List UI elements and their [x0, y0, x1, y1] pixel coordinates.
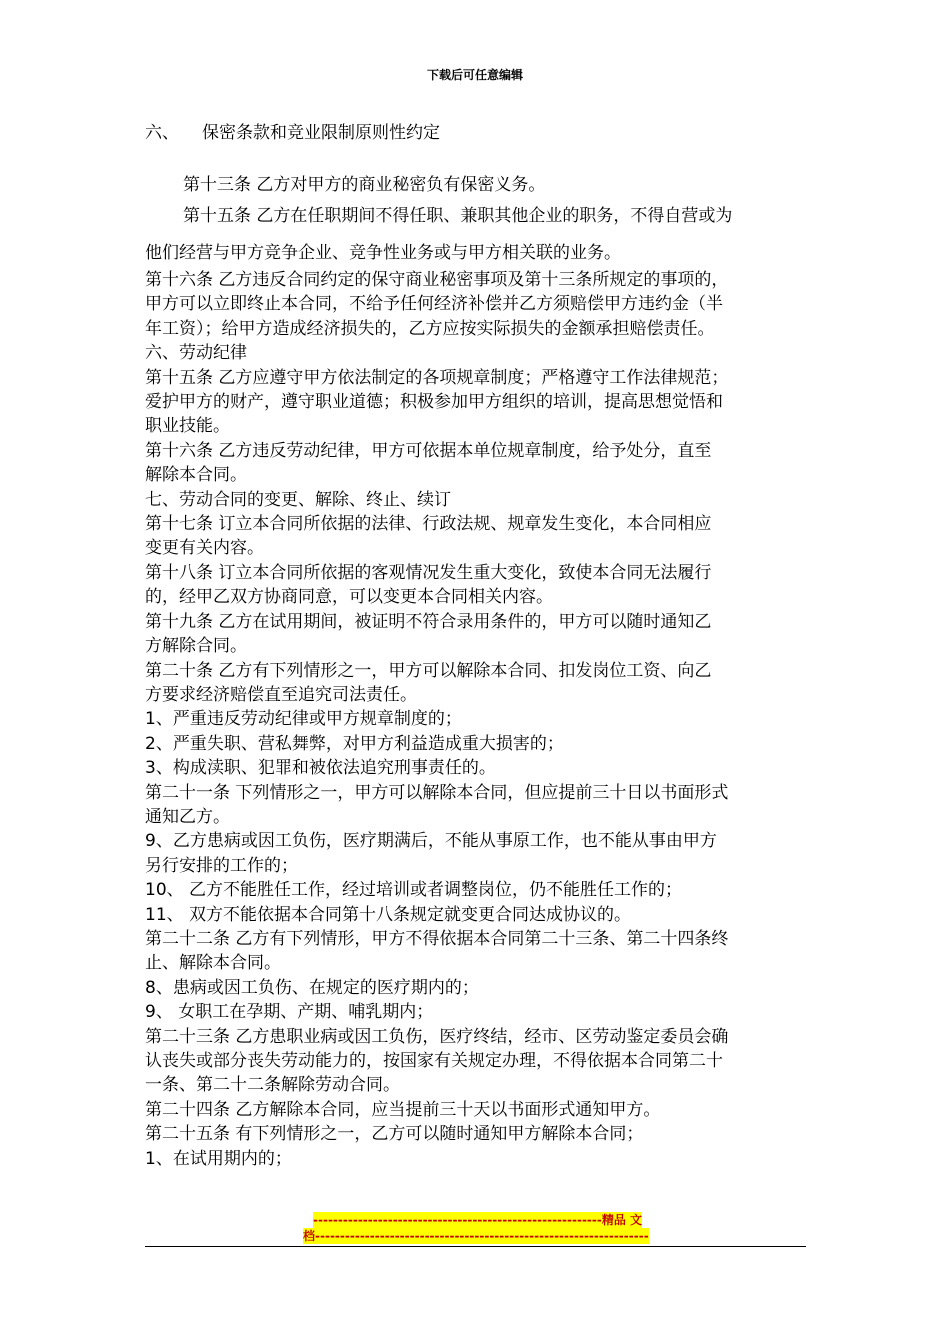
document-line: 的，经甲乙双方协商同意，可以变更本合同相关内容。: [145, 587, 553, 608]
document-line: 第二十四条 乙方解除本合同，应当提前三十天以书面形式通知甲方。: [145, 1099, 661, 1120]
document-line: 第十五条 乙方应遵守甲方依法制定的各项规章制度；严格遵守工作法律规范；: [145, 367, 729, 388]
document-line: 另行安排的工作的；: [145, 855, 298, 876]
document-line: 第十六条 乙方违反劳动纪律，甲方可依据本单位规章制度，给予处分，直至: [145, 440, 712, 461]
document-line: 方解除合同。: [145, 636, 247, 657]
intro-paragraph-1: 第十三条 乙方对甲方的商业秘密负有保密义务。: [183, 175, 546, 195]
section-heading: [145, 118, 440, 143]
document-line: 解除本合同。: [145, 465, 247, 486]
document-line: 10、 乙方不能胜任工作，经过培训或者调整岗位，仍不能胜任工作的；: [145, 880, 683, 901]
document-line: 七、劳动合同的变更、解除、终止、续订: [145, 489, 451, 510]
document-line: 1、严重违反劳动纪律或甲方规章制度的；: [145, 709, 462, 730]
document-line: 方要求经济赔偿直至追究司法责任。: [145, 684, 417, 705]
document-line: 六、劳动纪律: [145, 343, 247, 364]
document-line: 第二十一条 下列情形之一，甲方可以解除本合同，但应提前三十日以书面形式: [145, 782, 729, 803]
section-title: 保密条款和竞业限制原则性约定: [202, 123, 440, 143]
footer-rule: [145, 1246, 806, 1247]
document-line: 第二十三条 乙方患职业病或因工负伤，医疗终结，经市、区劳动鉴定委员会确: [145, 1026, 729, 1047]
document-line: 年工资）；给甲方造成经济损失的，乙方应按实际损失的金额承担赔偿责任。: [145, 318, 715, 339]
document-body: [145, 268, 810, 1171]
document-line: 止、解除本合同。: [145, 953, 281, 974]
document-line: 8、患病或因工负伤、在规定的医疗期内的；: [145, 977, 479, 998]
document-line: 第二十五条 有下列情形之一，乙方可以随时通知甲方解除本合同；: [145, 1124, 644, 1145]
document-line: 第十九条 乙方在试用期间，被证明不符合录用条件的，甲方可以随时通知乙: [145, 611, 712, 632]
document-line: 9、乙方患病或因工负伤，医疗期满后，不能从事原工作，也不能从事由甲方: [145, 831, 717, 852]
page-header: 下载后可任意编辑: [426, 68, 523, 82]
document-line: 第二十二条 乙方有下列情形，甲方不得依据本合同第二十三条、第二十四条终: [145, 928, 729, 949]
section-number: 六、: [145, 123, 179, 143]
document-line: 11、 双方不能依据本合同第十八条规定就变更合同达成协议的。: [145, 904, 632, 925]
document-line: 甲方可以立即终止本合同，不给予任何经济补偿并乙方须赔偿甲方违约金（半: [145, 294, 723, 315]
document-line: 认丧失或部分丧失劳动能力的，按国家有关规定办理，不得依据本合同第二十: [145, 1051, 723, 1071]
document-line: 2、严重失职、营私舞弊，对甲方利益造成重大损害的；: [145, 733, 564, 754]
footer-highlight-line-2: 档-------------------------------------------------------------------: [303, 1229, 649, 1243]
document-line: 变更有关内容。: [145, 538, 264, 559]
document-line: 9、 女职工在孕期、产期、哺乳期内；: [145, 1002, 434, 1023]
document-line: 第十七条 订立本合同所依据的法律、行政法规、规章发生变化，本合同相应: [145, 514, 712, 535]
intro-paragraph-2: 第十五条 乙方在任职期间不得任职、兼职其他企业的职务，不得自营或为: [183, 206, 733, 226]
intro-paragraph-2-cont: 他们经营与甲方竞争企业、竞争性业务或与甲方相关联的业务。: [145, 243, 621, 263]
document-line: 第十六条 乙方违反合同约定的保守商业秘密事项及第十三条所规定的事项的，: [145, 270, 729, 290]
document-line: 爱护甲方的财产，遵守职业道德；积极参加甲方组织的培训，提高思想觉悟和: [145, 392, 723, 413]
document-line: 第十八条 订立本合同所依据的客观情况发生重大变化，致使本合同无法履行: [145, 562, 712, 583]
document-line: 职业技能。: [145, 416, 230, 437]
footer-highlight-line-1: ----------------------------------------------------------精品 文: [313, 1213, 643, 1227]
document-line: 3、构成渎职、犯罪和被依法追究刑事责任的。: [145, 758, 496, 779]
document-line: 通知乙方。: [145, 806, 230, 827]
document-line: 一条、第二十二条解除劳动合同。: [145, 1075, 400, 1096]
document-line: 1、在试用期内的；: [145, 1148, 292, 1169]
document-line: 第二十条 乙方有下列情形之一，甲方可以解除本合同、扣发岗位工资、向乙: [145, 660, 712, 681]
